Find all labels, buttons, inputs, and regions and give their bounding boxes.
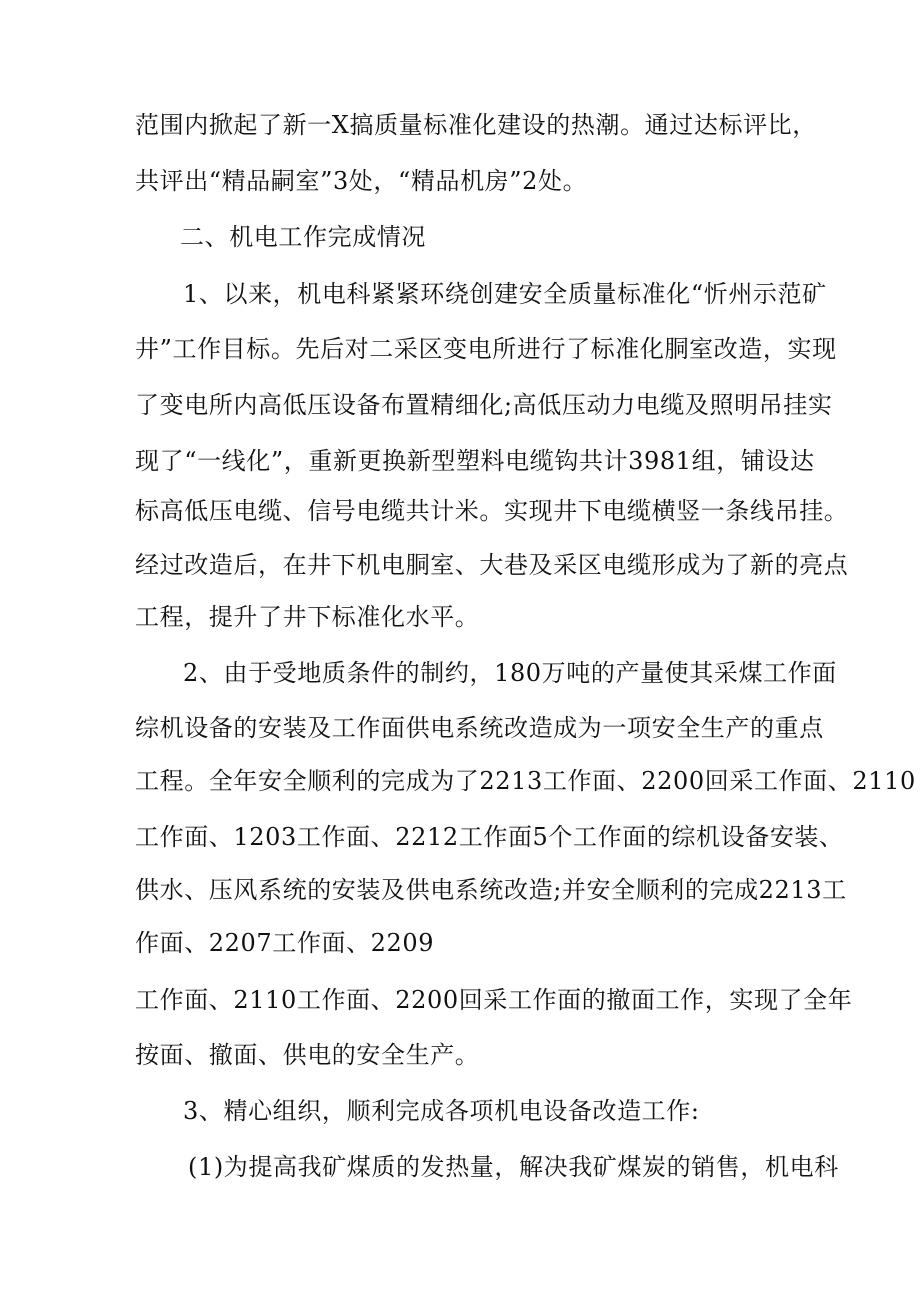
text-line: 供水、压风系统的安装及供电系统改造;并安全顺利的完成2213工	[135, 876, 847, 904]
text-line: 3、精心组织，顺利完成各项机电设备改造工作:	[183, 1097, 700, 1125]
text-line: 井”工作目标。先后对二采区变电所进行了标准化胴室改造，实现	[135, 335, 837, 363]
text-line: 范围内掀起了新一X搞质量标准化建设的热潮。通过达标评比，	[135, 111, 817, 139]
section-heading: 二、机电工作完成情况	[180, 223, 426, 251]
text-line: 综机设备的安装及工作面供电系统改造成为一项安全生产的重点	[135, 714, 824, 742]
text-line: 工程，提升了井下标准化水平。	[135, 603, 480, 631]
text-line: 工作面、2110工作面、2200回采工作面的撤面工作，实现了全年	[135, 986, 853, 1014]
text-line: 标高低压电缆、信号电缆共计米。实现井下电缆横竖一条线吊挂。	[135, 497, 849, 525]
text-line: (1)为提高我矿煤质的发热量，解决我矿煤炭的销售，机电科	[188, 1153, 839, 1181]
text-line: 工作面、1203工作面、2212工作面5个工作面的综机设备安装、	[135, 823, 844, 851]
text-line: 1、以来，机电科紧紧环绕创建安全质量标准化“忻州示范矿	[183, 280, 827, 308]
text-line: 按面、撤面、供电的安全生产。	[135, 1041, 480, 1069]
text-line: 作面、2207工作面、2209	[135, 929, 435, 957]
text-line: 了变电所内高低压设备布置精细化;高低压动力电缆及照明吊挂实	[135, 391, 833, 419]
text-line: 工程。全年安全顺利的完成为了2213工作面、2200回采工作面、2110	[135, 767, 916, 795]
text-line: 经过改造后，在井下机电胴室、大巷及采区电缆形成为了新的亮点	[135, 551, 849, 579]
text-line: 现了“一线化”，重新更换新型塑料电缆钩共计3981组，铺设达	[135, 447, 815, 475]
text-line: 2、由于受地质条件的制约，180万吨的产量使其采煤工作面	[183, 659, 837, 687]
text-line: 共评出“精品嗣室”3处，“精品机房”2处。	[135, 167, 588, 195]
